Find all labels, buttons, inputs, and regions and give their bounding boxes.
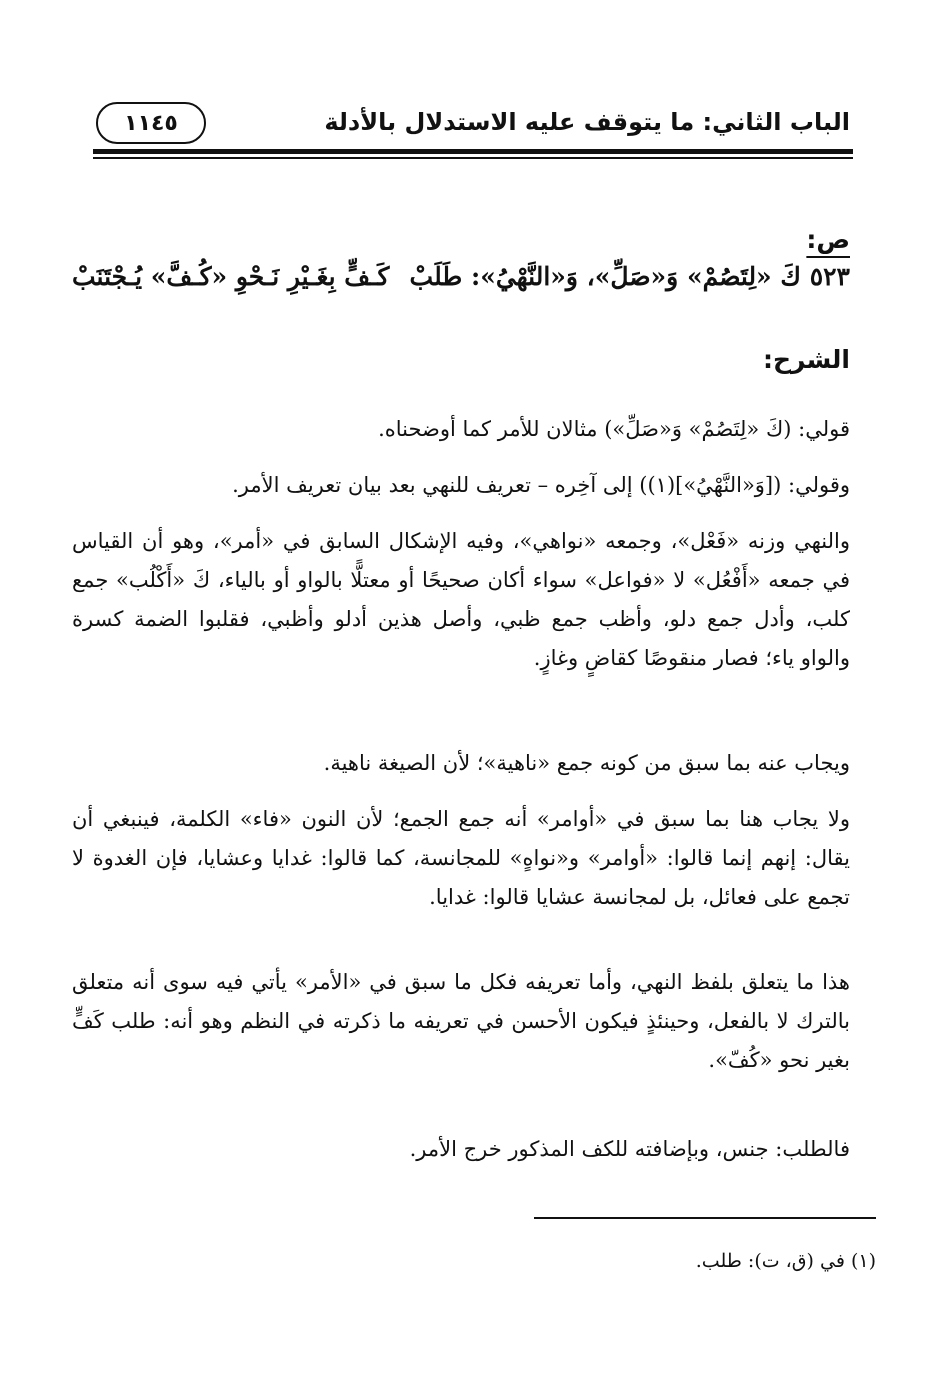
header-rule-thin (93, 157, 853, 159)
paragraph: ويجاب عنه بما سبق من كونه جمع «ناهية»؛ لأن الصيغة ناهية. (323, 751, 850, 775)
footnote: (١) في (ق، ت): طلب. (695, 1250, 876, 1272)
footnote-separator (534, 1217, 876, 1219)
paragraph: قولي: (كَ «لِتَصُمْ» وَ«صَلِّ») مثالان للأمر كما أوضحناه. (378, 417, 850, 441)
chapter-title: الباب الثاني: ما يتوقف عليه الاستدلال بالأدلة (324, 108, 850, 136)
paragraph: ولا يجاب هنا بما سبق في «أوامر» أنه جمع الجمع؛ لأن النون «فاء» الكلمة، فينبغي أن يقال: إنهم إنما قالوا: «أوامر» و«نواهٍ» للمجانسة، كما قالوا: غدايا وعشايا، فإن الغدوة لا تجمع على فعائل، بل لمجانسة عشايا قالوا: غدايا. (72, 807, 850, 909)
paragraph: وقولي: ([وَ«النَّهْيُ»](١)) إلى آخِره – تعريف للنهي بعد بيان تعريف الأمر. (232, 473, 850, 497)
page-number: ١١٤٥ (124, 110, 178, 136)
header-rule-thick (93, 149, 853, 154)
paragraph: فالطلب: جنس، وبإضافته للكف المذكور خرج الأمر. (409, 1137, 850, 1161)
verse-first-half: ٥٢٣ كَ «لِتَصُمْ» وَ«صَلِّ»، وَ«النَّهْيُ»: طَلَبْ (409, 262, 850, 291)
page-number-badge (96, 102, 206, 144)
sharh-label: الشرح: (763, 345, 850, 374)
paragraph: هذا ما يتعلق بلفظ النهي، وأما تعريفه فكل ما سبق في «الأمر» يأتي فيه سوى أنه متعلق بالترك لا بالفعل، وحينئذٍ فيكون الأحسن في تعريفه ما ذكرته في النظم وهو أنه: طلب كَفٍّ بغير نحو «كُفّ». (72, 970, 850, 1072)
verse-second-half: كَـفٍّ بِغَـيْرِ نَـحْوِ «كُـفَّ» يُـجْتَنَبْ (72, 262, 390, 291)
matn-label: ص: (806, 225, 850, 254)
paragraph: والنهي وزنه «فَعْل»، وجمعه «نواهي»، وفيه الإشكال السابق في «أمر»، وهو أن القياس في جمعه «أَفْعُل» لا «فواعل» سواء أكان صحيحًا أو معتلًّا بالواو أو بالياء، كَ «أَكْلُب» جمع كلب، وأدل جمع دلو، وأظب جمع ظبي، وأصل هذين أدلو وأظبي، فقلبوا الضمة كسرة والواو ياء؛ فصار منقوصًا كقاضٍ وغازٍ. (72, 529, 850, 670)
